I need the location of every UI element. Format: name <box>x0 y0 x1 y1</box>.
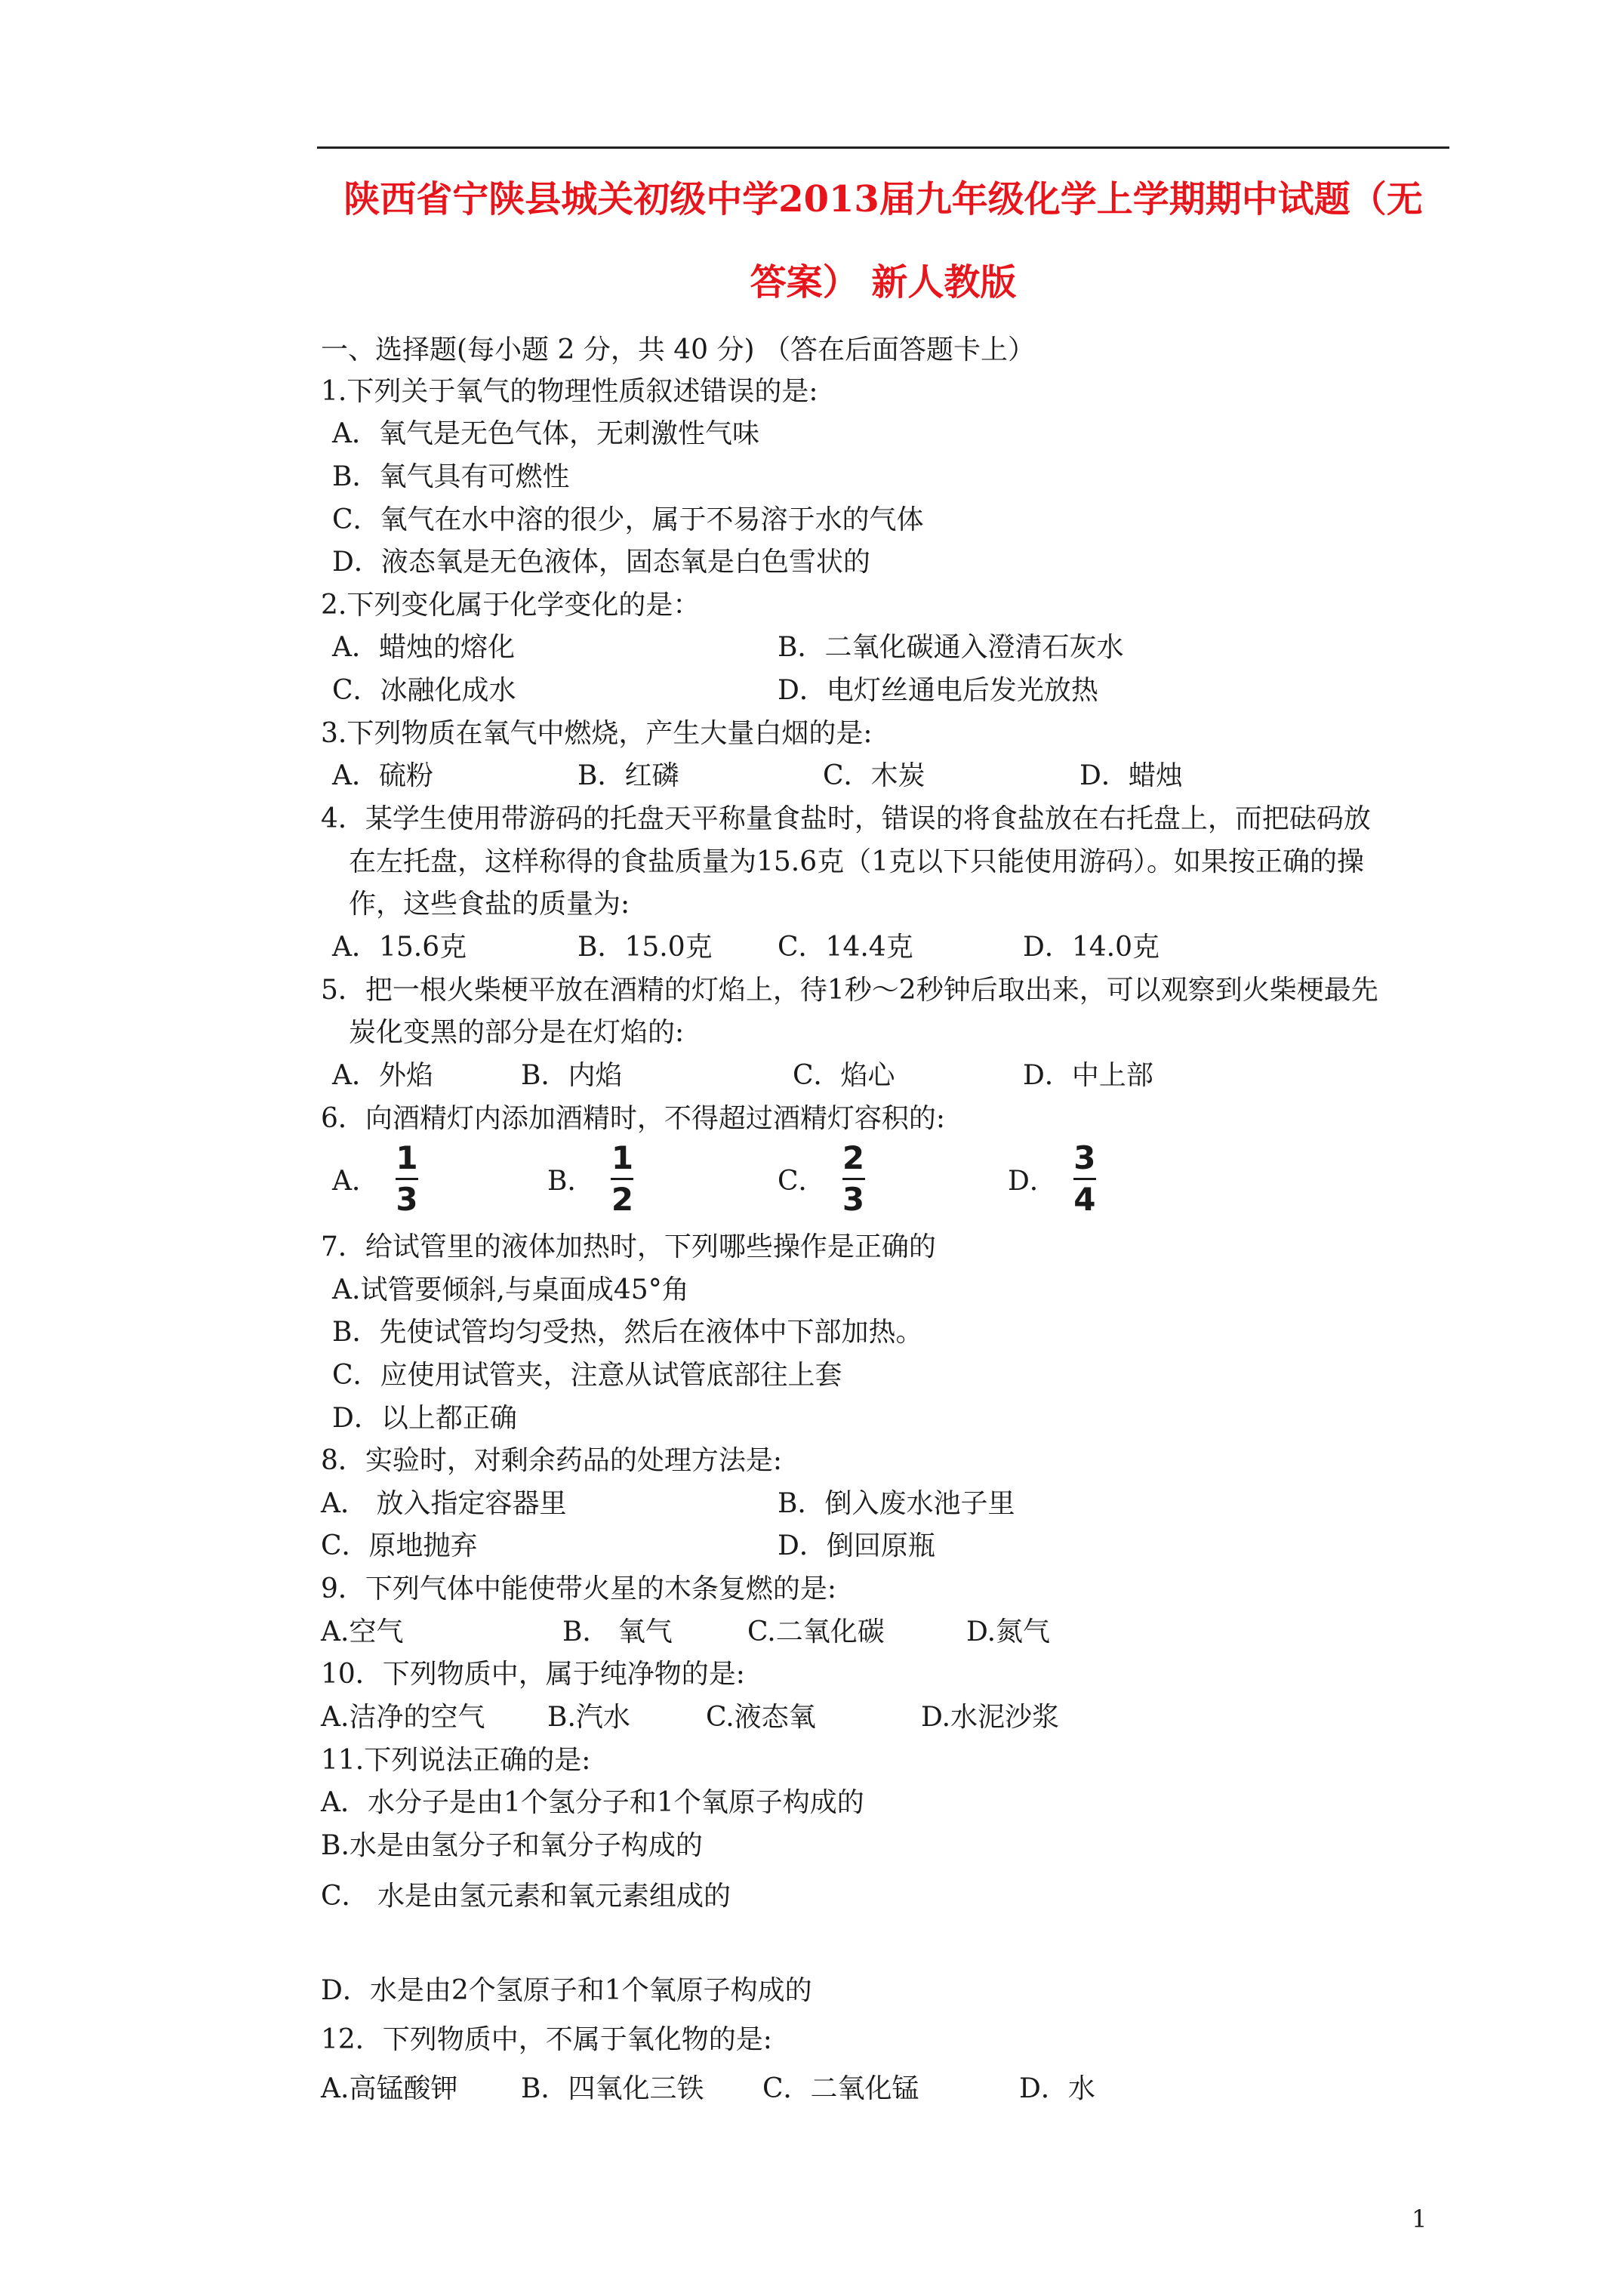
q6-option-d-denominator: 4 <box>1073 1181 1096 1218</box>
q6-option-c-label: C． <box>778 1166 826 1197</box>
q7-option-d: D．以上都正确 <box>332 1403 517 1434</box>
q11-option-b: B.水是由氢分子和氧分子构成的 <box>321 1830 703 1861</box>
q6-option-a <box>332 1140 418 1218</box>
q11-option-a: A．水分子是由1个氢分子和1个氧原子构成的 <box>321 1787 864 1818</box>
q11-stem: 11.下列说法正确的是: <box>321 1745 591 1776</box>
q6-stem: 6．向酒精灯内添加酒精时，不得超过酒精灯容积的: <box>321 1103 946 1134</box>
q6-option-b-denominator: 2 <box>611 1181 634 1218</box>
fraction-bar <box>1073 1178 1096 1180</box>
q6-option-c-fraction <box>842 1140 865 1218</box>
section-heading: 一、选择题(每小题 2 分，共 40 分) （答在后面答题卡上） <box>321 334 1036 365</box>
q6-option-b-fraction <box>611 1140 633 1218</box>
q6-option-d-label: D． <box>1008 1166 1057 1197</box>
q6-option-d-numerator: 3 <box>1073 1139 1096 1176</box>
page-number: 1 <box>1412 2205 1427 2233</box>
q4-option-d: D．14.0克 <box>1023 932 1160 963</box>
q9-option-d: D.氮气 <box>966 1616 1051 1647</box>
q1-stem: 1.下列关于氧气的物理性质叙述错误的是: <box>321 376 818 407</box>
q3-option-a: A．硫粉 <box>332 760 433 791</box>
document-title-line-1: 陕西省宁陕县城关初级中学2013届九年级化学上学期期中试题（无 <box>343 178 1423 220</box>
q10-stem: 10．下列物质中，属于纯净物的是: <box>321 1659 745 1690</box>
q9-option-c: C.二氧化碳 <box>747 1616 885 1647</box>
q3-option-b: B．红磷 <box>577 760 679 791</box>
q6-option-c-denominator: 3 <box>842 1181 865 1218</box>
q10-option-a: A.洁净的空气 <box>321 1702 485 1733</box>
q4-option-b: B．15.0克 <box>577 932 713 963</box>
q2-stem: 2.下列变化属于化学变化的是： <box>321 590 701 621</box>
q2-option-a: A．蜡烛的熔化 <box>332 632 515 663</box>
q12-option-b: B．四氧化三铁 <box>521 2073 704 2104</box>
q1-option-d: D．液态氧是无色液体，固态氧是白色雪状的 <box>332 547 870 578</box>
q6-option-a-fraction <box>396 1140 418 1218</box>
fraction-bar <box>396 1178 418 1180</box>
q4-option-a: A．15.6克 <box>332 932 467 963</box>
q6-option-d-fraction <box>1073 1140 1096 1218</box>
q1-option-a: A．氧气是无色气体，无刺激性气味 <box>332 418 759 449</box>
q3-option-d: D．蜡烛 <box>1079 760 1183 791</box>
q6-option-b <box>547 1140 633 1218</box>
q10-option-c: C.液态氧 <box>706 1702 816 1733</box>
q5-option-d: D．中上部 <box>1023 1060 1153 1091</box>
q5-option-c: C．焰心 <box>793 1060 895 1091</box>
q9-option-b: B． 氧气 <box>562 1616 673 1647</box>
q12-option-d: D．水 <box>1019 2073 1095 2104</box>
q6-option-a-label: A． <box>332 1166 379 1197</box>
q3-stem: 3.下列物质在氧气中燃烧，产生大量白烟的是: <box>321 718 873 749</box>
q6-option-a-numerator: 1 <box>396 1139 418 1176</box>
q6-option-d <box>1008 1140 1096 1218</box>
q7-option-c: C．应使用试管夹，注意从试管底部往上套 <box>332 1360 842 1391</box>
q6-option-a-denominator: 3 <box>396 1181 418 1218</box>
q5-stem-line-2: 炭化变黑的部分是在灯焰的: <box>349 1017 685 1048</box>
q4-option-c: C．14.4克 <box>778 932 913 963</box>
q12-option-c: C．二氧化锰 <box>762 2073 919 2104</box>
q5-stem-line-1: 5．把一根火柴梗平放在酒精的灯焰上，待1秒～2秒钟后取出来，可以观察到火柴梗最先 <box>321 975 1378 1006</box>
q12-stem: 12．下列物质中，不属于氧化物的是: <box>321 2024 772 2055</box>
fraction-bar <box>842 1178 865 1180</box>
q3-option-c: C．木炭 <box>823 760 925 791</box>
q1-option-c: C．氧气在水中溶的很少，属于不易溶于水的气体 <box>332 504 924 535</box>
q6-option-c-numerator: 2 <box>842 1139 865 1176</box>
q8-stem: 8．实验时，对剩余药品的处理方法是: <box>321 1445 783 1476</box>
top-rule <box>317 146 1449 149</box>
q2-option-b: B．二氧化碳通入澄清石灰水 <box>778 632 1124 663</box>
q4-stem-line-1: 4．某学生使用带游码的托盘天平称量食盐时，错误的将食盐放在右托盘上，而把砝码放 <box>321 803 1371 834</box>
q12-option-a: A.高锰酸钾 <box>321 2073 458 2104</box>
q6-option-c <box>778 1140 865 1218</box>
q7-option-a: A.试管要倾斜,与桌面成45°角 <box>332 1274 689 1305</box>
q2-option-d: D．电灯丝通电后发光放热 <box>778 675 1098 706</box>
q11-option-d: D．水是由2个氢原子和1个氧原子构成的 <box>321 1975 812 2006</box>
q6-option-b-label: B． <box>547 1166 595 1197</box>
q5-option-a: A．外焰 <box>332 1060 433 1091</box>
q1-option-b: B．氧气具有可燃性 <box>332 461 570 492</box>
q11-option-c: C． 水是由氢元素和氧元素组成的 <box>321 1881 731 1912</box>
q8-option-a: A． 放入指定容器里 <box>321 1488 567 1519</box>
q10-option-d: D.水泥沙浆 <box>921 1702 1060 1733</box>
q10-option-b: B.汽水 <box>547 1702 630 1733</box>
q7-option-b: B．先使试管均匀受热，然后在液体中下部加热。 <box>332 1317 923 1348</box>
q2-option-c: C．冰融化成水 <box>332 675 516 706</box>
q6-option-b-numerator: 1 <box>611 1139 634 1176</box>
q9-option-a: A.空气 <box>321 1616 404 1647</box>
q4-stem-line-2: 在左托盘，这样称得的食盐质量为15.6克（1克以下只能使用游码）。如果按正确的操 <box>349 846 1365 877</box>
q9-stem: 9．下列气体中能使带火星的木条复燃的是: <box>321 1573 837 1604</box>
q5-option-b: B．内焰 <box>521 1060 623 1091</box>
q7-stem: 7．给试管里的液体加热时，下列哪些操作是正确的 <box>321 1231 936 1262</box>
q8-option-c: C．原地抛弃 <box>321 1530 478 1561</box>
q4-stem-line-3: 作，这些食盐的质量为: <box>349 889 630 920</box>
document-title-line-2: 答案） 新人教版 <box>750 261 1017 304</box>
q8-option-b: B．倒入废水池子里 <box>778 1488 1015 1519</box>
q8-option-d: D．倒回原瓶 <box>778 1530 935 1561</box>
fraction-bar <box>611 1178 633 1180</box>
